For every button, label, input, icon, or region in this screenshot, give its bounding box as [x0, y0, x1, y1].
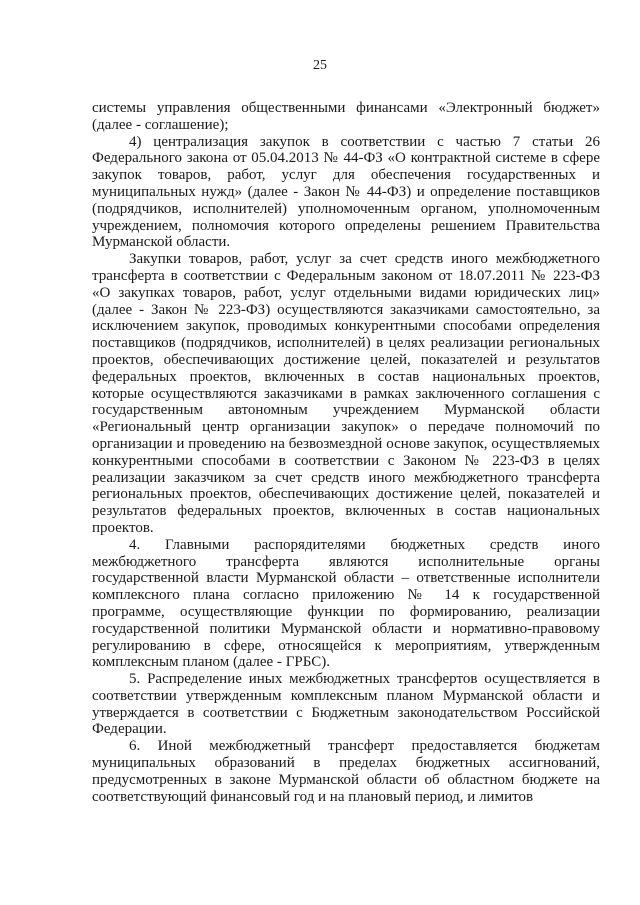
paragraph-item-4-centralization: 4) централизация закупок в соответствии с частью 7 статьи 26 Федерального закона от 05.04.2013 № 44-ФЗ «О контрактной системе в сфере закупок товаров, работ, услуг для обеспечения государственных и муниципальных нужд» (далее - Закон № 44-ФЗ) и определение поставщиков (подрядчиков, исполнителей) уполномоченным органом, уполномоченным учреждением, полномочия которого определены решением Правительства Мурманской области.	[92, 133, 600, 251]
paragraph-continuation: системы управления общественными финансами «Электронный бюджет» (далее - соглашение);	[92, 100, 600, 133]
document-body	[92, 100, 600, 805]
paragraph-item-5-distribution: 5. Распределение иных межбюджетных трансфертов осуществляется в соответствии утвержденным комплексным планом Мурманской области и утверждается в соответствии с Бюджетным законодательством Российской Федерации.	[92, 671, 600, 738]
page-number: 25	[313, 58, 327, 73]
paragraph-item-6-provision: 6. Иной межбюджетный трансферт предоставляется бюджетам муниципальных образований в пределах бюджетных ассигнований, предусмотренных в законе Мурманской области об областном бюджете на соответствующий финансовый год и на плановый период, и лимитов	[92, 738, 600, 805]
paragraph-procurement-223fz: Закупки товаров, работ, услуг за счет средств иного межбюджетного трансферта в соответствии с Федеральным законом от 18.07.2011 № 223-ФЗ «О закупках товаров, работ, услуг отдельными видами юридических лиц» (далее - Закон № 223-ФЗ) осуществляются заказчиками самостоятельно, за исключением закупок, проводимых конкурентными способами определения поставщиков (подрядчиков, исполнителей) в целях реализации региональных проектов, обеспечивающих достижение целей, показателей и результатов федеральных проектов, включенных в состав национальных проектов, которые осуществляются заказчиками в рамках заключенного соглашения с государственным автономным учреждением Мурманской области «Региональный центр организации закупок» о передаче полномочий по организации и проведению на безвозмездной основе закупок, осуществляемых конкурентными способами в соответствии с Законом № 223-ФЗ в целях реализации заказчиком за счет средств иного межбюджетного трансферта региональных проектов, обеспечивающих достижение целей, показателей и результатов федеральных проектов, включенных в состав национальных проектов.	[92, 251, 600, 536]
paragraph-item-4-main-managers: 4. Главными распорядителями бюджетных средств иного межбюджетного трансферта являются исполнительные органы государственной власти Мурманской области – ответственные исполнители комплексного плана согласно приложению № 14 к государственной программе, осуществляющие функции по формированию, реализации государственной политики Мурманской области и нормативно-правовому регулированию в сфере, относящейся к мероприятиям, утвержденным комплексным планом (далее - ГРБС).	[92, 536, 600, 671]
